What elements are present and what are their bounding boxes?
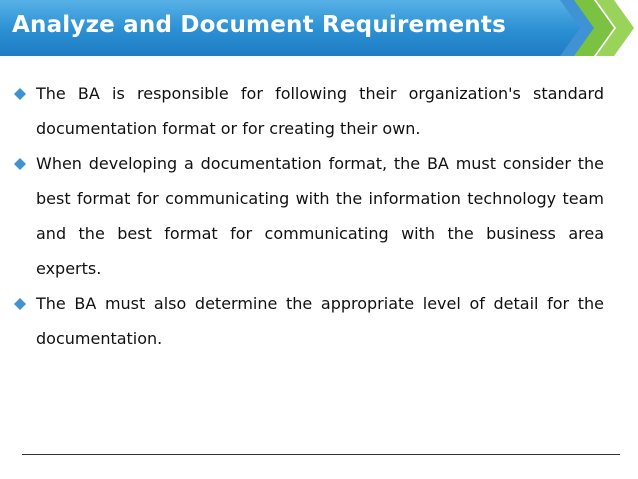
bullet-item-1 bbox=[14, 76, 604, 146]
diamond-bullet-icon bbox=[14, 88, 26, 100]
bullet-text-2: When developing a documentation format, the BA must consider the best format for communicating with the information technology team and the best format for communicating with the business area experts. bbox=[36, 154, 604, 278]
footer-divider bbox=[22, 454, 620, 455]
bullet-text-3: The BA must also determine the appropriate level of detail for the documentation. bbox=[36, 294, 604, 348]
bullet-item-2 bbox=[14, 146, 604, 286]
diamond-bullet-icon bbox=[14, 298, 26, 310]
slide-title: Analyze and Document Requirements bbox=[12, 12, 506, 38]
slide-header bbox=[0, 0, 638, 56]
bullet-list bbox=[14, 76, 604, 356]
chevron-arrows-icon bbox=[560, 0, 638, 60]
bullet-text-1: The BA is responsible for following their organization's standard documentation format or for creating their own. bbox=[36, 84, 604, 138]
bullet-item-3 bbox=[14, 286, 604, 356]
title-bar bbox=[0, 0, 580, 56]
diamond-bullet-icon bbox=[14, 158, 26, 170]
